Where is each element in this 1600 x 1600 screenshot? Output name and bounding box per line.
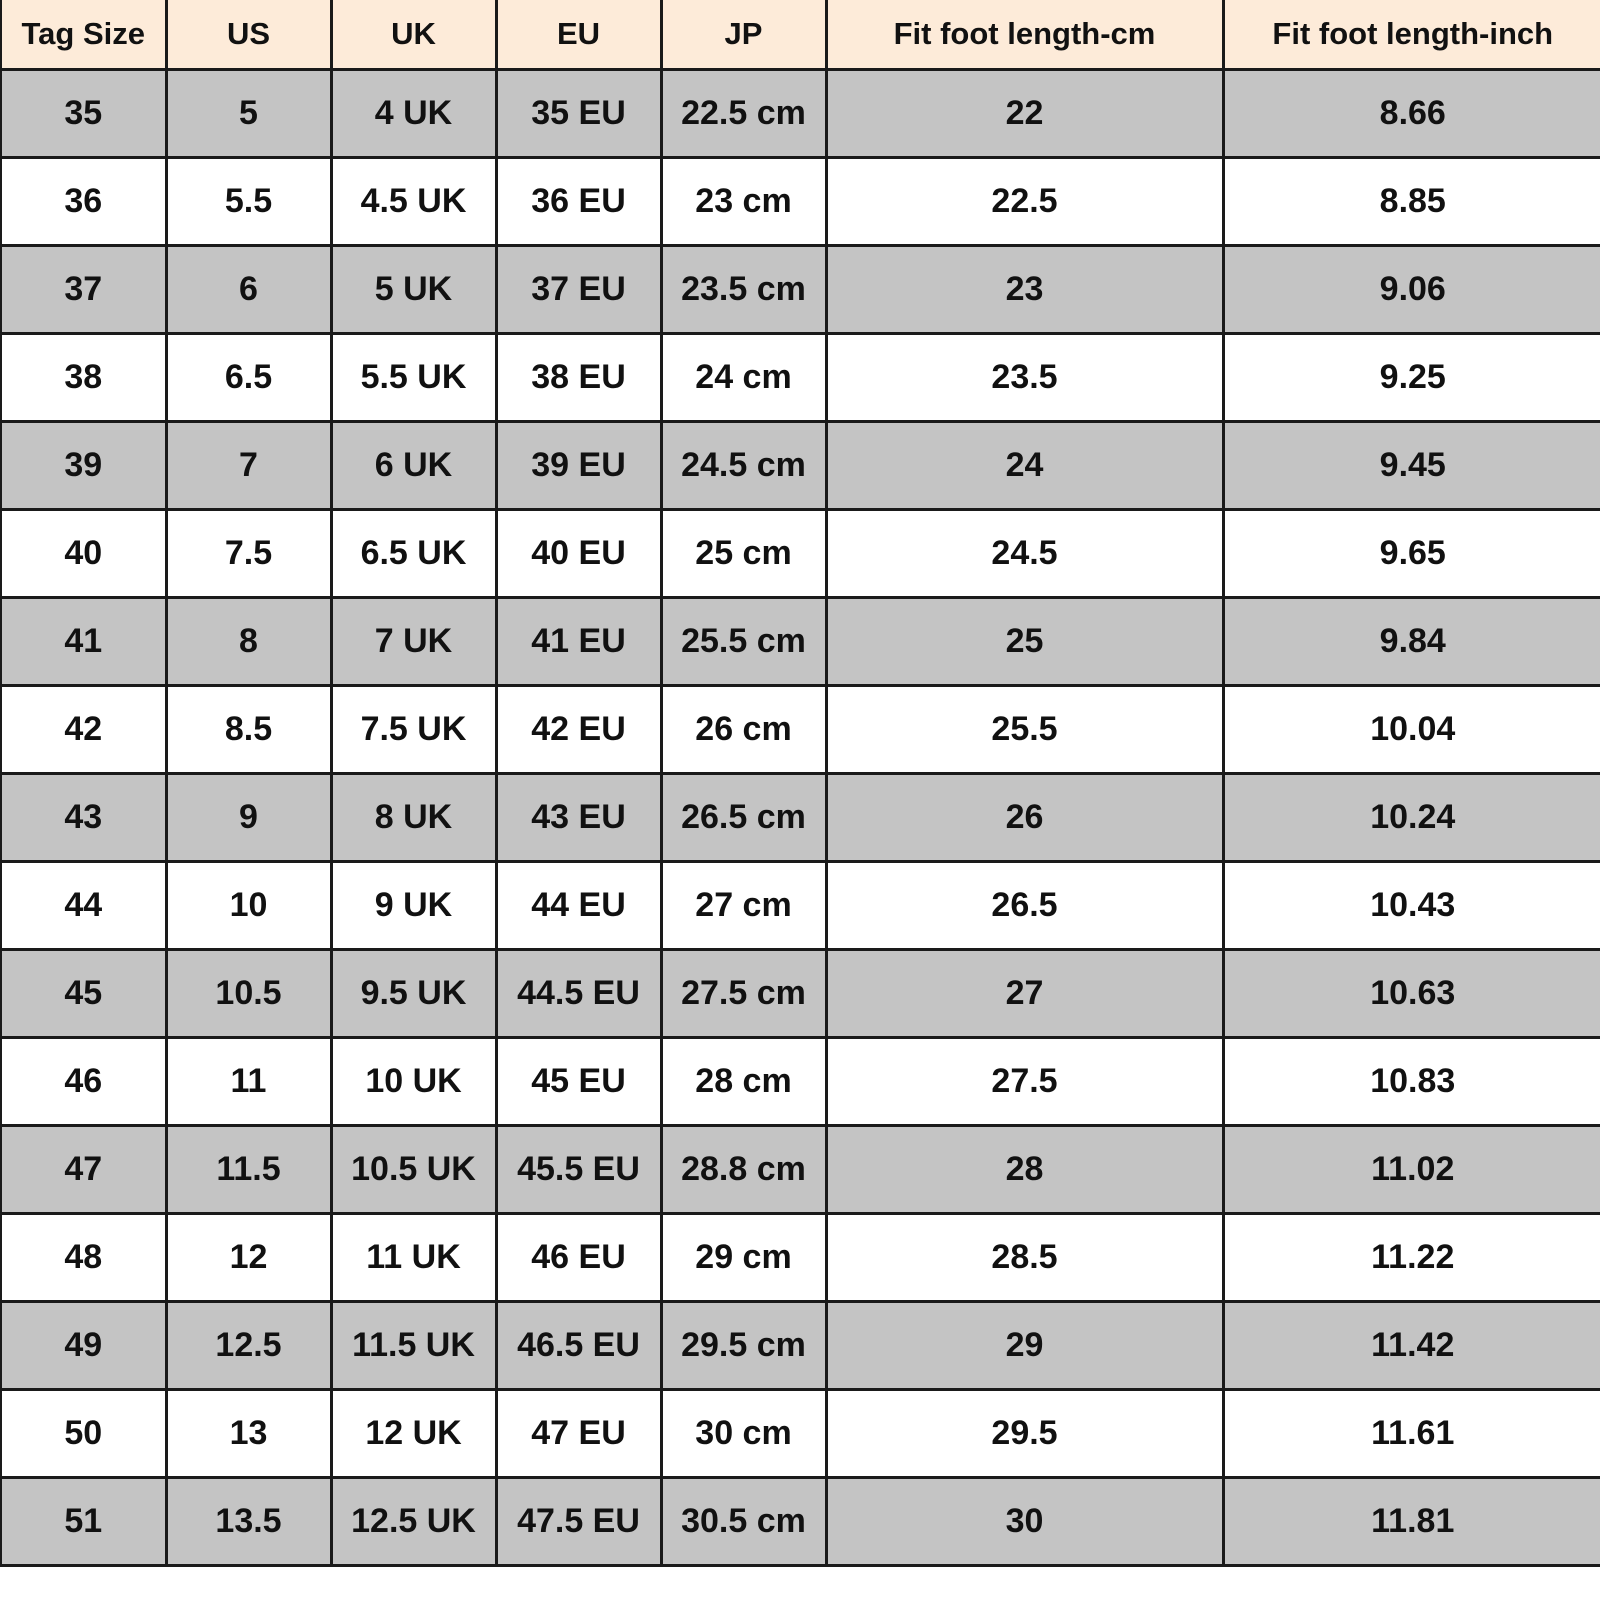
table-row <box>1 246 1600 334</box>
cell-fit-foot-length-cm: 30 <box>826 1478 1223 1566</box>
cell-tag-size: 47 <box>1 1126 166 1214</box>
cell-uk: 8 UK <box>331 774 496 862</box>
header-tag-size: Tag Size <box>1 0 166 70</box>
cell-uk: 5 UK <box>331 246 496 334</box>
cell-uk: 9 UK <box>331 862 496 950</box>
header-us: US <box>166 0 331 70</box>
cell-eu: 36 EU <box>496 158 661 246</box>
cell-us: 12 <box>166 1214 331 1302</box>
cell-eu: 43 EU <box>496 774 661 862</box>
cell-fit-foot-length-inch: 9.84 <box>1223 598 1600 686</box>
cell-fit-foot-length-inch: 11.42 <box>1223 1302 1600 1390</box>
cell-fit-foot-length-inch: 11.81 <box>1223 1478 1600 1566</box>
cell-fit-foot-length-cm: 25 <box>826 598 1223 686</box>
cell-fit-foot-length-cm: 28 <box>826 1126 1223 1214</box>
cell-uk: 10 UK <box>331 1038 496 1126</box>
cell-us: 5.5 <box>166 158 331 246</box>
header-jp: JP <box>661 0 826 70</box>
cell-fit-foot-length-cm: 22 <box>826 70 1223 158</box>
cell-eu: 46.5 EU <box>496 1302 661 1390</box>
table-row <box>1 422 1600 510</box>
cell-eu: 37 EU <box>496 246 661 334</box>
cell-tag-size: 42 <box>1 686 166 774</box>
cell-tag-size: 43 <box>1 774 166 862</box>
cell-eu: 35 EU <box>496 70 661 158</box>
cell-us: 7.5 <box>166 510 331 598</box>
cell-fit-foot-length-inch: 9.06 <box>1223 246 1600 334</box>
cell-fit-foot-length-cm: 29 <box>826 1302 1223 1390</box>
cell-jp: 24.5 cm <box>661 422 826 510</box>
cell-us: 9 <box>166 774 331 862</box>
cell-tag-size: 46 <box>1 1038 166 1126</box>
table-row <box>1 862 1600 950</box>
cell-tag-size: 38 <box>1 334 166 422</box>
cell-uk: 7 UK <box>331 598 496 686</box>
cell-eu: 44 EU <box>496 862 661 950</box>
cell-eu: 46 EU <box>496 1214 661 1302</box>
cell-fit-foot-length-cm: 24 <box>826 422 1223 510</box>
cell-jp: 27 cm <box>661 862 826 950</box>
cell-fit-foot-length-cm: 29.5 <box>826 1390 1223 1478</box>
cell-tag-size: 39 <box>1 422 166 510</box>
cell-eu: 40 EU <box>496 510 661 598</box>
cell-uk: 5.5 UK <box>331 334 496 422</box>
cell-us: 7 <box>166 422 331 510</box>
cell-fit-foot-length-inch: 9.25 <box>1223 334 1600 422</box>
cell-tag-size: 48 <box>1 1214 166 1302</box>
cell-eu: 47.5 EU <box>496 1478 661 1566</box>
cell-fit-foot-length-inch: 9.65 <box>1223 510 1600 598</box>
cell-tag-size: 45 <box>1 950 166 1038</box>
cell-uk: 6.5 UK <box>331 510 496 598</box>
cell-fit-foot-length-cm: 25.5 <box>826 686 1223 774</box>
cell-eu: 45 EU <box>496 1038 661 1126</box>
cell-fit-foot-length-inch: 9.45 <box>1223 422 1600 510</box>
table-row <box>1 1214 1600 1302</box>
cell-uk: 6 UK <box>331 422 496 510</box>
cell-fit-foot-length-inch: 11.61 <box>1223 1390 1600 1478</box>
cell-jp: 29.5 cm <box>661 1302 826 1390</box>
size-chart-body <box>1 70 1600 1566</box>
cell-tag-size: 40 <box>1 510 166 598</box>
cell-fit-foot-length-cm: 22.5 <box>826 158 1223 246</box>
table-row <box>1 774 1600 862</box>
cell-fit-foot-length-inch: 8.85 <box>1223 158 1600 246</box>
cell-fit-foot-length-inch: 10.04 <box>1223 686 1600 774</box>
cell-fit-foot-length-cm: 26.5 <box>826 862 1223 950</box>
cell-eu: 42 EU <box>496 686 661 774</box>
cell-uk: 12.5 UK <box>331 1478 496 1566</box>
cell-uk: 11.5 UK <box>331 1302 496 1390</box>
cell-fit-foot-length-inch: 8.66 <box>1223 70 1600 158</box>
cell-fit-foot-length-cm: 28.5 <box>826 1214 1223 1302</box>
cell-us: 5 <box>166 70 331 158</box>
cell-fit-foot-length-cm: 23.5 <box>826 334 1223 422</box>
cell-jp: 26.5 cm <box>661 774 826 862</box>
cell-us: 11.5 <box>166 1126 331 1214</box>
cell-uk: 9.5 UK <box>331 950 496 1038</box>
header-fit-foot-length-inch: Fit foot length-inch <box>1223 0 1600 70</box>
table-row <box>1 1038 1600 1126</box>
cell-uk: 4.5 UK <box>331 158 496 246</box>
cell-jp: 29 cm <box>661 1214 826 1302</box>
cell-uk: 12 UK <box>331 1390 496 1478</box>
cell-jp: 28.8 cm <box>661 1126 826 1214</box>
table-row <box>1 686 1600 774</box>
cell-uk: 10.5 UK <box>331 1126 496 1214</box>
cell-eu: 47 EU <box>496 1390 661 1478</box>
cell-uk: 7.5 UK <box>331 686 496 774</box>
cell-us: 12.5 <box>166 1302 331 1390</box>
cell-us: 8 <box>166 598 331 686</box>
cell-us: 6 <box>166 246 331 334</box>
table-row <box>1 334 1600 422</box>
header-row <box>1 0 1600 70</box>
table-row <box>1 950 1600 1038</box>
cell-fit-foot-length-cm: 24.5 <box>826 510 1223 598</box>
cell-jp: 23.5 cm <box>661 246 826 334</box>
cell-fit-foot-length-inch: 11.22 <box>1223 1214 1600 1302</box>
cell-fit-foot-length-cm: 27.5 <box>826 1038 1223 1126</box>
cell-tag-size: 35 <box>1 70 166 158</box>
table-row <box>1 598 1600 686</box>
cell-uk: 11 UK <box>331 1214 496 1302</box>
cell-jp: 25.5 cm <box>661 598 826 686</box>
cell-tag-size: 41 <box>1 598 166 686</box>
cell-tag-size: 49 <box>1 1302 166 1390</box>
cell-jp: 24 cm <box>661 334 826 422</box>
cell-tag-size: 51 <box>1 1478 166 1566</box>
table-row <box>1 1478 1600 1566</box>
cell-fit-foot-length-cm: 26 <box>826 774 1223 862</box>
table-row <box>1 70 1600 158</box>
cell-jp: 30 cm <box>661 1390 826 1478</box>
table-row <box>1 510 1600 598</box>
cell-fit-foot-length-inch: 10.24 <box>1223 774 1600 862</box>
cell-eu: 38 EU <box>496 334 661 422</box>
cell-fit-foot-length-cm: 23 <box>826 246 1223 334</box>
cell-eu: 45.5 EU <box>496 1126 661 1214</box>
cell-tag-size: 50 <box>1 1390 166 1478</box>
cell-us: 13.5 <box>166 1478 331 1566</box>
cell-us: 10 <box>166 862 331 950</box>
cell-eu: 44.5 EU <box>496 950 661 1038</box>
cell-fit-foot-length-inch: 10.83 <box>1223 1038 1600 1126</box>
cell-fit-foot-length-inch: 10.63 <box>1223 950 1600 1038</box>
table-row <box>1 1390 1600 1478</box>
cell-us: 10.5 <box>166 950 331 1038</box>
cell-jp: 22.5 cm <box>661 70 826 158</box>
cell-jp: 27.5 cm <box>661 950 826 1038</box>
cell-us: 11 <box>166 1038 331 1126</box>
cell-us: 13 <box>166 1390 331 1478</box>
cell-jp: 23 cm <box>661 158 826 246</box>
cell-fit-foot-length-cm: 27 <box>826 950 1223 1038</box>
cell-us: 6.5 <box>166 334 331 422</box>
header-eu: EU <box>496 0 661 70</box>
cell-tag-size: 37 <box>1 246 166 334</box>
cell-uk: 4 UK <box>331 70 496 158</box>
cell-tag-size: 36 <box>1 158 166 246</box>
cell-jp: 28 cm <box>661 1038 826 1126</box>
cell-jp: 26 cm <box>661 686 826 774</box>
cell-us: 8.5 <box>166 686 331 774</box>
table-row <box>1 1302 1600 1390</box>
cell-eu: 41 EU <box>496 598 661 686</box>
cell-tag-size: 44 <box>1 862 166 950</box>
header-uk: UK <box>331 0 496 70</box>
cell-eu: 39 EU <box>496 422 661 510</box>
cell-fit-foot-length-inch: 11.02 <box>1223 1126 1600 1214</box>
size-chart-header <box>1 0 1600 70</box>
header-fit-foot-length-cm: Fit foot length-cm <box>826 0 1223 70</box>
cell-jp: 25 cm <box>661 510 826 598</box>
table-row <box>1 158 1600 246</box>
cell-jp: 30.5 cm <box>661 1478 826 1566</box>
cell-fit-foot-length-inch: 10.43 <box>1223 862 1600 950</box>
table-row <box>1 1126 1600 1214</box>
